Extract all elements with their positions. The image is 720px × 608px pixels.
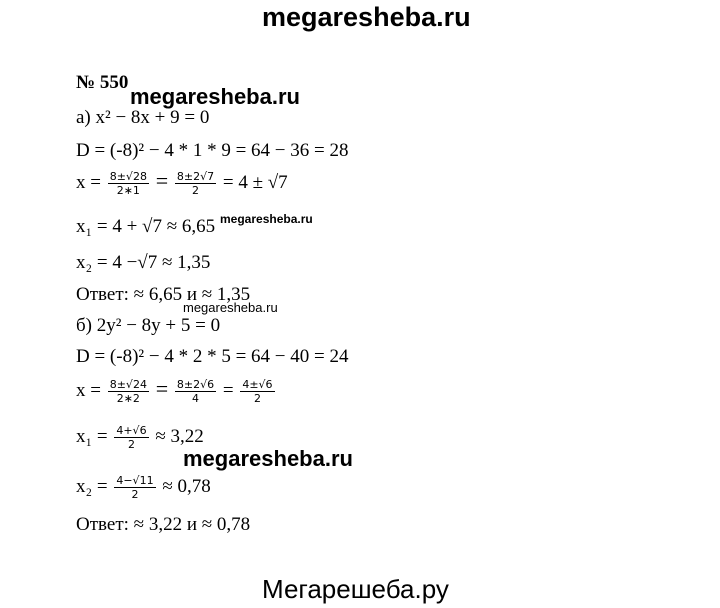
- part-a-x-prefix: x =: [76, 172, 101, 193]
- part-b-x2-fraction: [114, 474, 155, 501]
- part-b-x1-numerator: 4+√6: [116, 424, 147, 437]
- part-b-x-prefix: x =: [76, 380, 101, 401]
- part-a-discriminant: D = (-8)² − 4 * 1 * 9 = 64 − 36 = 28: [76, 140, 349, 161]
- part-b-answer: Ответ: ≈ 3,22 и ≈ 0,78: [76, 514, 251, 535]
- part-a-fraction-2: [175, 170, 216, 197]
- part-b-x1-result: ≈ 3,22: [155, 425, 204, 447]
- part-b-fraction-2-numerator: 8±2√6: [176, 378, 215, 392]
- part-b-x2-line: [76, 474, 211, 501]
- part-b-equation-line: [76, 315, 220, 337]
- part-b-discriminant: D = (-8)² − 4 * 2 * 5 = 64 − 40 = 24: [76, 346, 349, 367]
- part-b-fraction-3-numerator: 4±√6: [242, 378, 273, 392]
- part-a-label: а): [76, 107, 91, 128]
- part-a-x2: x₂ = 4 −√7 ≈ 1,35: [76, 252, 211, 273]
- part-b-fraction-1-denominator: 2∗2: [116, 392, 140, 406]
- watermark-top: megaresheba.ru: [262, 2, 471, 32]
- watermark-middle: megaresheba.ru: [183, 446, 353, 471]
- part-a-fraction-2-numerator: 8±2√7: [176, 170, 215, 184]
- watermark-near-title: megaresheba.ru: [130, 84, 300, 109]
- part-b-equals-2: =: [222, 380, 234, 401]
- part-b-x2-denominator: 2: [131, 488, 139, 501]
- part-b-equation: 2y² − 8y + 5 = 0: [96, 315, 221, 336]
- part-b-fraction-2: [175, 378, 216, 405]
- footer-watermark: Мегарешеба.ру: [262, 574, 449, 604]
- part-b-x1-denominator: 2: [127, 438, 135, 451]
- part-b-x1-line: [76, 424, 204, 451]
- part-b-roots-formula: [76, 378, 277, 405]
- part-a-x-result: = 4 ± √7: [222, 172, 288, 193]
- part-b-equals: =: [155, 376, 169, 401]
- watermark-near-answer: megaresheba.ru: [183, 300, 278, 315]
- part-b-x2-prefix: x₂ =: [76, 475, 108, 497]
- part-a-equals: =: [155, 168, 169, 193]
- part-b-fraction-3: [240, 378, 274, 405]
- part-a-fraction-1-numerator: 8±√28: [109, 170, 147, 184]
- part-b-x1-fraction: [114, 424, 148, 451]
- part-b-fraction-3-denominator: 2: [253, 392, 261, 406]
- part-b-fraction-1-numerator: 8±√24: [109, 378, 147, 392]
- part-b-x2-numerator: 4−√11: [116, 474, 154, 487]
- part-b-fraction-1: [108, 378, 149, 405]
- part-b-fraction-2-denominator: 4: [191, 392, 199, 406]
- watermark-inline-x1: megaresheba.ru: [220, 212, 313, 226]
- part-b-x1-prefix: x₁ =: [76, 425, 108, 447]
- problem-number: № 550: [76, 72, 129, 93]
- part-a-fraction-1: [108, 170, 149, 197]
- part-b-x2-result: ≈ 0,78: [162, 475, 211, 497]
- part-a-equation: x² − 8x + 9 = 0: [95, 107, 210, 128]
- part-a-x1: x₁ = 4 + √7 ≈ 6,65: [76, 216, 216, 237]
- part-a-answer: Ответ: ≈ 6,65 и ≈ 1,35: [76, 284, 251, 305]
- part-a-equation-line: [76, 107, 209, 129]
- part-b-label: б): [76, 315, 92, 336]
- part-a-fraction-2-denominator: 2: [191, 184, 199, 198]
- part-a-roots-formula: [76, 170, 288, 197]
- part-a-fraction-1-denominator: 2∗1: [116, 184, 140, 198]
